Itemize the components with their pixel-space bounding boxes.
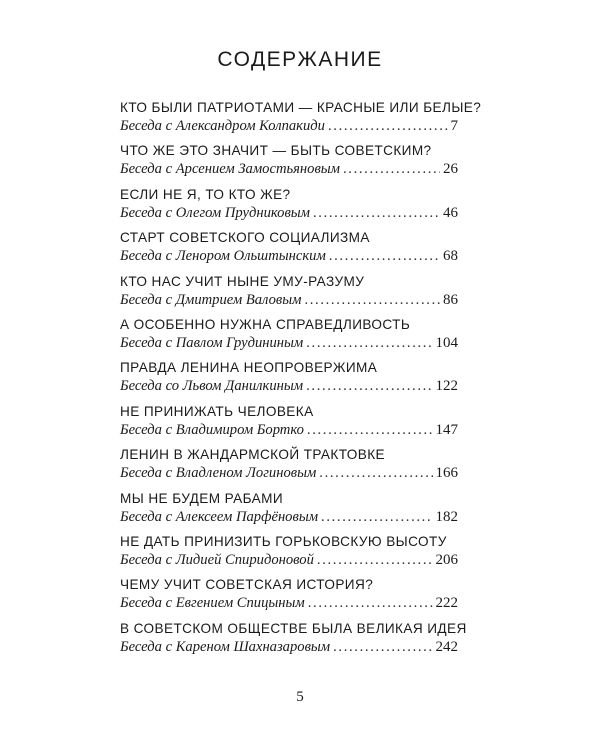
toc-entry[interactable]	[120, 446, 458, 489]
entry-line	[120, 204, 458, 222]
toc-entry[interactable]	[120, 99, 482, 142]
entry-page-number: 104	[435, 334, 458, 351]
entry-page-number: 122	[435, 378, 458, 395]
entry-page-number: 182	[435, 508, 458, 525]
page-title: СОДЕРЖАНИЕ	[217, 48, 383, 71]
dot-leader	[304, 291, 440, 309]
dot-leader	[328, 117, 448, 135]
dot-leader	[308, 594, 433, 612]
entry-line	[120, 160, 458, 178]
entry-subtitle: Беседа с Владимиром Бортко	[120, 421, 304, 438]
entry-title: ПРАВДА ЛЕНИНА НЕОПРОВЕРЖИМА	[120, 360, 378, 376]
entry-title: ЕСЛИ НЕ Я, ТО КТО ЖЕ?	[120, 186, 291, 202]
entry-subtitle: Беседа с Дмитрием Валовым	[120, 291, 302, 308]
dot-leader	[329, 247, 440, 265]
entry-subtitle: Беседа с Владленом Логиновым	[120, 465, 317, 482]
dot-leader	[321, 508, 432, 526]
toc-entry[interactable]	[120, 490, 458, 533]
entry-line	[120, 508, 458, 526]
entry-line	[120, 464, 458, 482]
dot-leader	[343, 160, 440, 178]
entry-page-number: 166	[435, 465, 458, 482]
entry-subtitle: Беседа с Олегом Прудниковым	[120, 204, 310, 221]
entry-subtitle: Беседа с Евгением Спицыным	[120, 595, 305, 612]
entry-title: КТО НАС УЧИТ НЫНЕ УМУ-РАЗУМУ	[120, 273, 365, 289]
entry-title: НЕ ПРИНИЖАТЬ ЧЕЛОВЕКА	[120, 403, 314, 419]
entry-subtitle: Беседа с Арсением Замостьяновым	[120, 161, 340, 178]
toc-entry[interactable]	[120, 273, 458, 316]
dot-leader	[313, 204, 440, 222]
entry-line	[120, 247, 458, 265]
entry-page-number: 206	[435, 551, 458, 568]
entry-title: ЧТО ЖЕ ЭТО ЗНАЧИТ — БЫТЬ СОВЕТСКИМ?	[120, 143, 432, 159]
entry-page-number: 86	[443, 291, 458, 308]
entry-subtitle: Беседа с Лидией Спиридоновой	[120, 551, 314, 568]
entry-line	[120, 421, 458, 439]
entry-line	[120, 638, 458, 656]
entry-subtitle: Беседа с Алексеем Парфёновым	[120, 508, 319, 525]
entry-subtitle: Беседа с Павлом Грудининым	[120, 334, 304, 351]
entry-title: МЫ НЕ БУДЕМ РАБАМИ	[120, 490, 284, 506]
entry-line	[120, 117, 458, 135]
entry-page-number: 68	[443, 248, 458, 265]
toc-entry[interactable]	[120, 142, 458, 185]
entry-title: СТАРТ СОВЕТСКОГО СОЦИАЛИЗМА	[120, 230, 370, 246]
entry-subtitle: Беседа с Александром Колпакиди	[120, 118, 325, 134]
toc-entry[interactable]	[120, 576, 458, 619]
dot-leader	[333, 638, 432, 656]
toc-entry[interactable]	[120, 229, 458, 272]
entry-page-number: 46	[443, 204, 458, 221]
toc-entry[interactable]	[120, 359, 458, 402]
entry-title: А ОСОБЕННО НУЖНА СПРАВЕДЛИВОСТЬ	[120, 316, 411, 332]
entry-title: КТО БЫЛИ ПАТРИОТАМИ — КРАСНЫЕ ИЛИ БЕЛЫЕ?	[120, 100, 482, 115]
entry-title: ЧЕМУ УЧИТ СОВЕТСКАЯ ИСТОРИЯ?	[120, 577, 374, 593]
entry-page-number: 147	[435, 421, 458, 438]
entry-line	[120, 594, 458, 612]
page-number: 5	[296, 689, 304, 705]
entry-page-number: 7	[450, 118, 458, 134]
entry-page-number: 222	[435, 595, 458, 612]
entry-page-number: 242	[435, 638, 458, 655]
dot-leader	[306, 377, 432, 395]
toc-entry[interactable]	[120, 620, 467, 663]
toc-entry[interactable]	[120, 316, 458, 359]
entry-line	[120, 551, 458, 569]
entry-line	[120, 334, 458, 352]
dot-leader	[319, 464, 432, 482]
entry-title: НЕ ДАТЬ ПРИНИЗИТЬ ГОРЬКОВСКУЮ ВЫСОТУ	[120, 533, 447, 549]
entry-subtitle: Беседа с Ленором Ольштынским	[120, 248, 326, 265]
entry-line	[120, 377, 458, 395]
toc-entry[interactable]	[120, 533, 458, 576]
dot-leader	[317, 551, 433, 569]
entry-subtitle: Беседа со Львом Данилкиным	[120, 378, 304, 395]
entry-page-number: 26	[443, 161, 458, 178]
entry-subtitle: Беседа с Кареном Шахназаровым	[120, 638, 331, 655]
dot-leader	[307, 421, 433, 439]
toc-entry[interactable]	[120, 403, 458, 446]
toc-entry[interactable]	[120, 186, 458, 229]
entry-line	[120, 291, 458, 309]
entry-title: ЛЕНИН В ЖАНДАРМСКОЙ ТРАКТОВКЕ	[120, 447, 386, 463]
dot-leader	[306, 334, 432, 352]
entry-title: В СОВЕТСКОМ ОБЩЕСТВЕ БЫЛА ВЕЛИКАЯ ИДЕЯ	[120, 620, 467, 636]
table-of-contents	[120, 99, 482, 663]
